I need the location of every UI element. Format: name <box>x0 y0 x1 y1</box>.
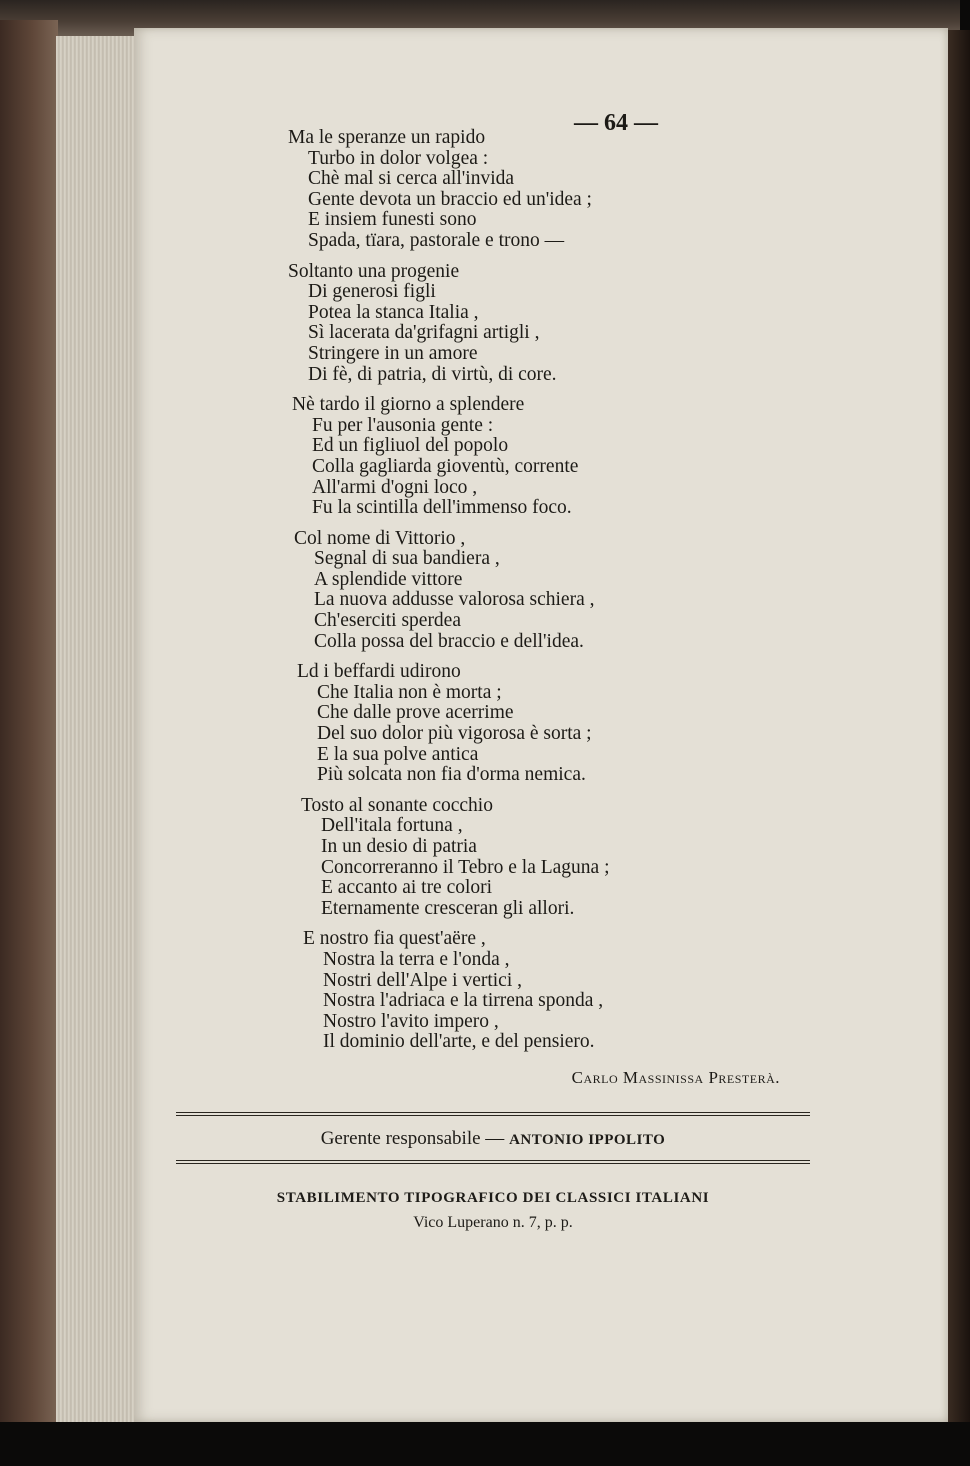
poem-line: Più solcata non fia d'orma nemica. <box>317 764 586 786</box>
poem-line: Eternamente cresceran gli allori. <box>321 897 575 919</box>
poem-line: Chè mal si cerca all'invida <box>308 168 515 190</box>
poem-line: Fu la scintilla dell'immenso foco. <box>312 497 572 519</box>
divider-rule-top <box>176 1112 810 1116</box>
poem-line: Ed un figliuol del popolo <box>312 435 509 457</box>
gerente-label: Gerente responsabile — <box>320 1128 510 1149</box>
poem-line: Ch'eserciti sperdea <box>314 610 461 632</box>
poem-line: Turbo in dolor volgea : <box>308 147 489 169</box>
poem-line: Colla possa del braccio e dell'idea. <box>314 630 584 652</box>
poem-line: Ld i beffardi udirono <box>297 661 461 683</box>
poem <box>288 128 808 1063</box>
poem-line: Spada, tïara, pastorale e trono — <box>308 229 565 251</box>
poem-line: Che Italia non è morta ; <box>317 681 502 703</box>
stanza <box>288 128 808 252</box>
poem-author: Carlo Massinissa Presterà. <box>571 1068 780 1087</box>
stanza <box>288 929 808 1053</box>
poem-line: E la sua polve antica <box>317 743 479 765</box>
poem-line: A splendide vittore <box>314 568 463 590</box>
page-number: — 64 — <box>574 110 658 136</box>
poem-line: Nostra la terra e l'onda , <box>323 948 510 970</box>
book-cover-spine <box>0 20 58 1422</box>
poem-line: Nostra l'adriaca e la tirrena sponda , <box>323 990 604 1012</box>
scan-background <box>0 1422 970 1466</box>
poem-line: All'armi d'ogni loco , <box>312 476 478 498</box>
poem-line: La nuova addusse valorosa schiera , <box>314 589 595 611</box>
stanza <box>288 529 808 653</box>
poem-line: Nostri dell'Alpe i vertici , <box>323 969 523 991</box>
poem-line: E insiem funesti sono <box>308 209 477 231</box>
stanza <box>288 796 808 920</box>
poem-line: Colla gagliarda gioventù, corrente <box>312 455 579 477</box>
gerente-line <box>176 1128 810 1150</box>
divider-rule-bottom <box>176 1160 810 1164</box>
poem-line: Di generosi figli <box>308 281 436 303</box>
poem-line: Nè tardo il giorno a splendere <box>292 394 525 416</box>
facing-cover-edge <box>948 30 970 1422</box>
printer-address: Vico Luperano n. 7, p. p. <box>413 1214 573 1231</box>
poem-line: Potea la stanca Italia , <box>308 301 479 323</box>
poem-line: Fu per l'ausonia gente : <box>312 414 494 436</box>
poem-line: Nostro l'avito impero , <box>323 1010 499 1032</box>
poem-line: Tosto al sonante cocchio <box>301 794 493 816</box>
stanza <box>288 262 808 386</box>
stanza <box>288 395 808 519</box>
poem-line: Ma le speranze un rapido <box>288 127 486 148</box>
poem-line: Il dominio dell'arte, e del pensiero. <box>323 1031 595 1053</box>
poem-line: E nostro fia quest'aëre , <box>303 928 486 950</box>
printer-name: STABILIMENTO TIPOGRAFICO DEI CLASSICI ITALIANI <box>276 1190 710 1206</box>
poem-line: Col nome di Vittorio , <box>294 527 466 549</box>
poem-line: Concorreranno il Tebro e la Laguna ; <box>321 856 610 878</box>
poem-line: Stringere in un amore <box>308 342 478 364</box>
poem-line: Gente devota un braccio ed un'idea ; <box>308 188 592 210</box>
poem-line: In un desio di patria <box>321 836 477 857</box>
poem-line: Del suo dolor più vigorosa è sorta ; <box>317 723 592 745</box>
poem-line: E accanto ai tre colori <box>321 877 493 899</box>
poem-line: Soltanto una progenie <box>288 260 460 282</box>
poem-line: Sì lacerata da'grifagni artigli , <box>308 322 540 344</box>
poem-line: Dell'itala fortuna , <box>321 815 463 837</box>
stanza <box>288 662 808 786</box>
page-edges <box>56 36 135 1422</box>
poem-line: Segnal di sua bandiera , <box>314 548 500 570</box>
poem-line: Di fè, di patria, di virtù, di core. <box>308 363 557 385</box>
poem-line: Che dalle prove acerrime <box>317 702 514 724</box>
gerente-name: ANTONIO IPPOLITO <box>509 1132 666 1148</box>
